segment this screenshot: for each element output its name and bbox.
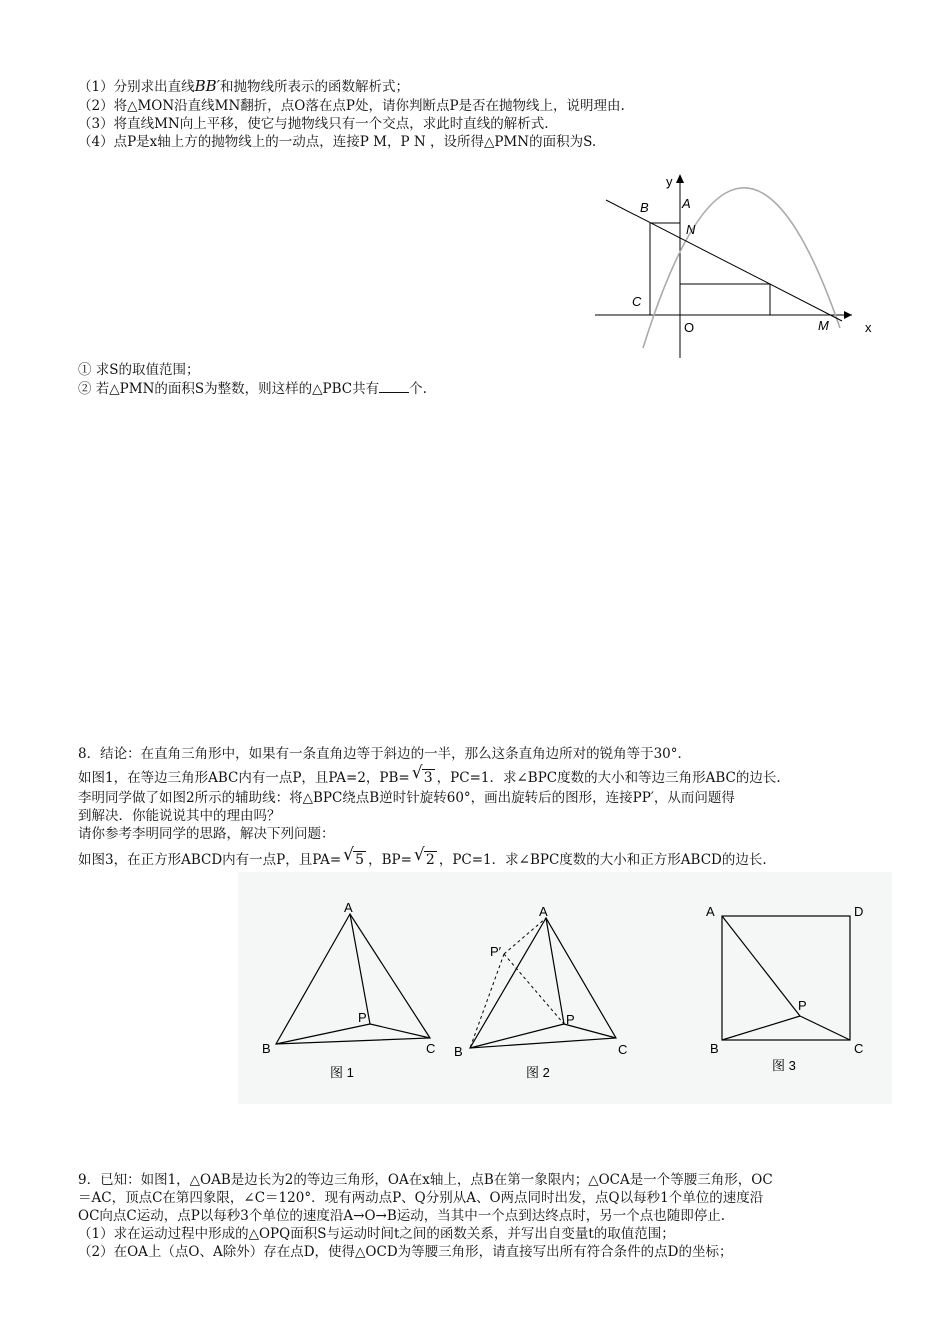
fig1-caption: 图 1 xyxy=(330,1065,354,1080)
label-B: B xyxy=(640,200,649,215)
label-N: N xyxy=(686,222,696,237)
fig3-label-P: P xyxy=(798,998,807,1013)
p8-conclusion: 8．结论：在直角三角形中，如果有一条直角边等于斜边的一半，那么这条直角边所对的锐角等于30°． xyxy=(78,746,692,762)
p8-line-3: 李明同学做了如图2所示的辅助线：将△BPC绕点B逆时针旋转60°，画出旋转后的图形，连接PP′，从而问题得 xyxy=(78,790,735,806)
p8-line-5: 请你参考李明同学的思路，解决下列问题： xyxy=(78,826,335,842)
figure-1 xyxy=(262,900,435,1080)
fig1-label-P: P xyxy=(358,1010,367,1025)
sqrt-5: √ 5 xyxy=(343,845,365,868)
p9-line-2: ＝AC，顶点C在第四象限，∠C＝120°．现有两动点P、Q分别从A、O两点同时出发，点Q以每秒1个单位的速度沿 xyxy=(78,1190,764,1206)
figure-3 xyxy=(706,904,863,1073)
fig2-label-Pprime: P′ xyxy=(490,944,502,959)
p7-sub-2: ② 若△PMN的面积S为整数，则这样的△PBC共有 个. xyxy=(78,381,427,397)
fig2-label-P: P xyxy=(566,1012,575,1027)
p7-sub-1: ① 求S的取值范围； xyxy=(78,362,200,378)
answer-blank xyxy=(379,380,409,393)
p8-line-6: 如图3，在正方形ABCD内有一点P，且PA= √ 5 ，BP= √ 2 ，PC=1．求∠BPC度数的大小和正方形ABCD的边长. xyxy=(78,845,767,868)
bb-prime-symbol: BB′ xyxy=(194,77,221,95)
p9-line-3: OC向点C运动，点P以每秒3个单位的速度沿A→O→B运动，当其中一个点到达终点时，另一个点也随即停止. xyxy=(78,1208,726,1224)
p9-question-2: （2）在OA上（点O、A除外）存在点D，使得△OCD为等腰三角形，请直接写出所有符合条件的点D的坐标； xyxy=(78,1244,733,1260)
p7-question-4: （4）点P是x轴上方的抛物线上的一动点，连接P M，P N ，设所得△PMN的面积为S. xyxy=(78,134,597,150)
fig3-label-D: D xyxy=(854,904,864,919)
parabola-figure xyxy=(590,168,890,368)
label-A: A xyxy=(682,196,691,211)
fig2-label-C: C xyxy=(618,1042,628,1057)
sqrt-3: √ 3 xyxy=(411,763,433,786)
label-C: C xyxy=(632,294,642,309)
p7-question-1: （1）分别求出直线BB′和抛物线所表示的函数解析式； xyxy=(78,77,410,95)
geometry-figures xyxy=(238,872,892,1104)
p8-line-4: 到解决．你能说说其中的理由吗？ xyxy=(78,808,281,824)
p9-question-1: （1）求在运动过程中形成的△OPQ面积S与运动时间t之间的函数关系，并写出自变量t的取值范围； xyxy=(78,1226,675,1242)
fig3-caption: 图 3 xyxy=(772,1058,796,1073)
p8-line-2: 如图1，在等边三角形ABC内有一点P，且PA=2，PB= √ 3 ，PC=1．求∠BPC度数的大小和等边三角形ABC的边长. xyxy=(78,763,781,786)
p7-question-3: （3）将直线MN向上平移，使它与抛物线只有一个交点，求此时直线的解析式. xyxy=(78,116,549,132)
fig1-label-C: C xyxy=(426,1041,436,1056)
label-M: M xyxy=(818,318,829,333)
fig3-label-B: B xyxy=(710,1041,719,1056)
x-axis-label: x xyxy=(865,320,872,335)
fig1-label-B: B xyxy=(262,1041,271,1056)
fig2-caption: 图 2 xyxy=(526,1065,550,1080)
fig3-label-C: C xyxy=(854,1041,864,1056)
fig2-label-A: A xyxy=(539,904,548,919)
sqrt-2: √ 2 xyxy=(413,845,435,868)
fig3-label-A: A xyxy=(706,904,715,919)
fig1-label-A: A xyxy=(344,900,353,915)
p9-line-1: 9．已知：如图1，△OAB是边长为2的等边三角形，OA在x轴上，点B在第一象限内；△OCA是一个等腰三角形，OC xyxy=(78,1172,773,1188)
p7-question-2: （2）将△MON沿直线MN翻折，点O落在点P处，请你判断点P是否在抛物线上，说明理由. xyxy=(78,98,625,114)
figure-2 xyxy=(454,904,627,1080)
fig2-label-B: B xyxy=(454,1044,463,1059)
label-O: O xyxy=(684,320,695,335)
y-axis-label: y xyxy=(666,174,673,189)
